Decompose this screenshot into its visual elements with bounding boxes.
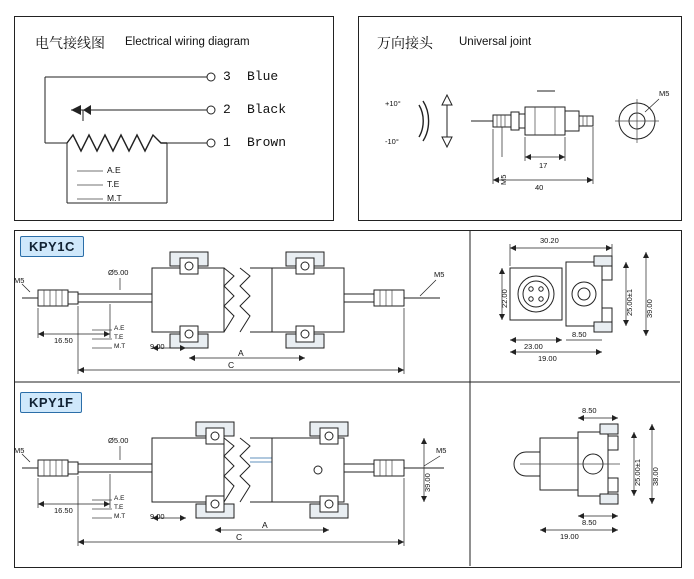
kpy1f-left-thread: M5 <box>14 446 25 455</box>
kpy1f-dim-2500: 25.00±1 <box>633 458 642 486</box>
joint-title-en: Universal joint <box>459 36 532 48</box>
joint-thread-left: M5 <box>499 174 508 185</box>
kpy1f-dim-1650: 16.50 <box>54 506 73 515</box>
terminal-1-name: Brown <box>247 135 287 150</box>
kpy1f-dim-3900: 39.00 <box>423 473 432 492</box>
kpy1c-dim-3900: 39.00 <box>645 299 654 318</box>
kpy1c-stroke-te: T.E <box>114 334 124 341</box>
wiring-title-en: Electrical wiring diagram <box>125 36 250 48</box>
joint-dim-40: 40 <box>535 183 544 192</box>
kpy1c-dim-2200: 22.00 <box>500 289 509 308</box>
model-tag-kpy1f: KPY1F <box>20 392 82 413</box>
kpy1c-diameter: Ø5.00 <box>108 268 129 277</box>
kpy1c-dim-3020: 30.20 <box>540 236 559 245</box>
kpy1c-left-thread: M5 <box>14 276 25 285</box>
terminal-2-number: 2 <box>223 102 231 117</box>
terminal-1-number: 1 <box>223 135 231 150</box>
wiring-stroke-te: T.E <box>107 179 120 189</box>
kpy1f-stroke-ae: A.E <box>114 495 125 502</box>
kpy1c-dim-900: 9.00 <box>150 342 165 351</box>
kpy1c-dim-2300: 23.00 <box>524 342 543 351</box>
kpy1f-dim-c: C <box>236 532 243 542</box>
kpy1c-stroke-mt: M.T <box>114 343 126 350</box>
kpy1f-stroke-mt: M.T <box>114 513 126 520</box>
kpy1f-dim-850-top: 8.50 <box>582 406 597 415</box>
kpy1f-dim-1900: 19.00 <box>560 532 579 541</box>
kpy1f-dim-900: 9.00 <box>150 512 165 521</box>
kpy1c-dim-850: 8.50 <box>572 330 587 339</box>
kpy1f-stroke-te: T.E <box>114 504 124 511</box>
joint-title-cn: 万向接头 <box>377 36 433 52</box>
kpy1c-dim-1900: 19.00 <box>538 354 557 363</box>
kpy1c-dim-a: A <box>238 348 244 358</box>
kpy1c-dim-1650: 16.50 <box>54 336 73 345</box>
kpy1f-dim-a: A <box>262 520 268 530</box>
kpy1c-dim-2500: 25.00±1 <box>625 288 634 316</box>
wiring-stroke-ae: A.E <box>107 165 121 175</box>
terminal-3-name: Blue <box>247 69 279 84</box>
kpy1f-dim-850-bottom: 8.50 <box>582 518 597 527</box>
kpy1f-diameter: Ø5.00 <box>108 436 129 445</box>
kpy1f-dim-3800: 38.00 <box>651 467 660 486</box>
terminal-3-number: 3 <box>223 69 231 84</box>
joint-angle-minus: -10° <box>385 137 399 146</box>
joint-thread-right: M5 <box>659 89 670 98</box>
kpy1c-stroke-ae: A.E <box>114 325 125 332</box>
wiring-stroke-mt: M.T <box>107 193 122 203</box>
kpy1c-right-thread: M5 <box>434 270 445 279</box>
kpy1c-dim-c: C <box>228 360 235 370</box>
kpy1f-right-thread: M5 <box>436 446 447 455</box>
terminal-2-name: Black <box>247 102 287 117</box>
joint-dim-17: 17 <box>539 161 548 170</box>
wiring-title-cn: 电气接线图 <box>35 36 105 52</box>
model-tag-kpy1c: KPY1C <box>20 236 84 257</box>
joint-angle-plus: +10° <box>385 99 401 108</box>
